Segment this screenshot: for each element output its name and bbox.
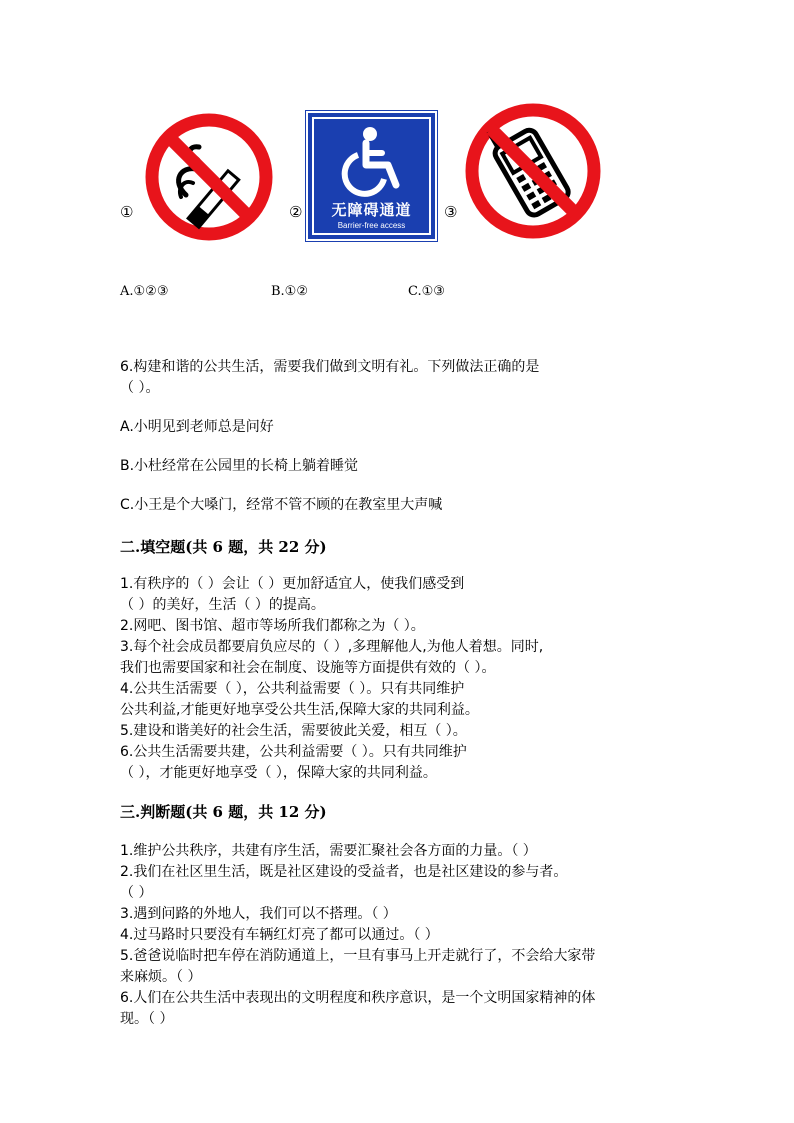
section2-line: （ ），才能更好地享受（ ），保障大家的共同利益。 xyxy=(120,765,437,781)
section2-line: 2.网吧、图书馆、超市等场所我们都称之为（ ）。 xyxy=(120,618,425,634)
q6-option-c: C.小王是个大嗓门，经常不管不顾的在教室里大声喊 xyxy=(120,497,443,513)
section2-line: 5.建设和谐美好的社会生活，需要彼此关爱，相互（ ）。 xyxy=(120,723,467,739)
section3-title: 三.判断题(共 6 题，共 12 分) xyxy=(120,803,327,821)
wheelchair-icon xyxy=(338,125,410,197)
sign-en-text: Barrier-free access xyxy=(337,221,406,230)
no-phone-sign xyxy=(463,101,603,241)
sign-cn-text: 无障碍通道 xyxy=(331,201,412,219)
q6-option-a: A.小明见到老师总是问好 xyxy=(120,419,274,435)
figure-label-2: ② xyxy=(289,203,303,221)
section2-title: 二.填空题(共 6 题，共 22 分) xyxy=(120,538,327,556)
section3-line: 现。（ ） xyxy=(120,1011,174,1027)
section2-line: 1.有秩序的（ ）会让（ ）更加舒适宜人，使我们感受到 xyxy=(120,576,465,592)
q6-stem-line1: 6.构建和谐的公共生活，需要我们做到文明有礼。下列做法正确的是 xyxy=(120,359,540,375)
q6-stem-line2: （ ）。 xyxy=(120,380,160,396)
section2-line: 我们也需要国家和社会在制度、设施等方面提供有效的（ ）。 xyxy=(120,660,496,676)
section3-line: （ ） xyxy=(120,885,153,901)
barrier-free-sign xyxy=(306,111,437,241)
figure-label-1: ① xyxy=(120,203,134,221)
section2-line: 6.公共生活需要共建，公共利益需要（ ）。只有共同维护 xyxy=(120,744,467,760)
q5-option-a: A.①②③ xyxy=(120,284,169,299)
q5-option-b: B.①② xyxy=(271,284,308,299)
section2-line: 4.公共生活需要（ ），公共利益需要（ ）。只有共同维护 xyxy=(120,681,465,697)
no-smoking-sign xyxy=(141,111,277,243)
section2-line: 公共利益,才能更好地享受公共生活,保障大家的共同利益。 xyxy=(120,702,479,718)
section2-line: （ ）的美好，生活（ ）的提高。 xyxy=(120,597,325,613)
section3-line: 3.遇到问路的外地人，我们可以不搭理。（ ） xyxy=(120,906,397,922)
section3-line: 4.过马路时只要没有车辆红灯亮了都可以通过。（ ） xyxy=(120,927,439,943)
section2-line: 3.每个社会成员都要肩负应尽的（ ）,多理解他人,为他人着想。同时, xyxy=(120,639,544,655)
figure-label-3: ③ xyxy=(444,203,458,221)
section3-line: 6.人们在公共生活中表现出的文明程度和秩序意识，是一个文明国家精神的体 xyxy=(120,990,596,1006)
section3-line: 2.我们在社区里生活，既是社区建设的受益者，也是社区建设的参与者。 xyxy=(120,864,568,880)
q6-option-b: B.小杜经常在公园里的长椅上躺着睡觉 xyxy=(120,458,359,474)
section3-line: 5.爸爸说临时把车停在消防通道上，一旦有事马上开走就行了，不会给大家带 xyxy=(120,948,596,964)
q5-option-c: C.①③ xyxy=(408,284,445,299)
section3-line: 来麻烦。（ ） xyxy=(120,969,202,985)
section3-line: 1.维护公共秩序，共建有序生活，需要汇聚社会各方面的力量。（ ） xyxy=(120,843,537,859)
